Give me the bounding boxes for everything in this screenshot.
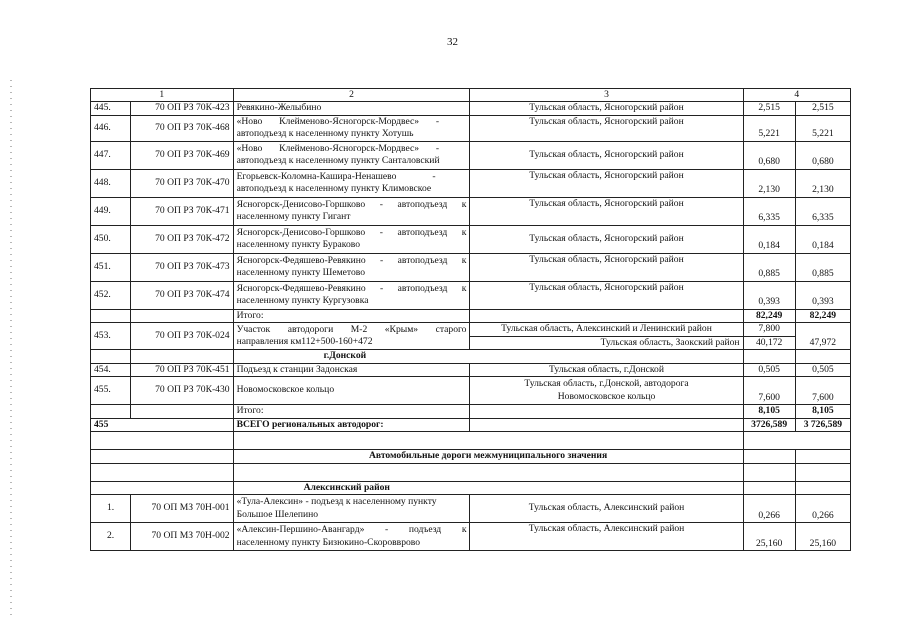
header-row: [91, 89, 851, 102]
page-number: 32: [447, 36, 458, 48]
subtotal-label: Итого:: [233, 309, 470, 323]
road-name: [233, 523, 470, 551]
road-total: 47,972: [795, 323, 850, 350]
road-name-line: автоподъезд к населенному пункту Хотушь: [236, 128, 414, 139]
row-number: 453.: [91, 323, 131, 350]
road-total: 0,184: [795, 225, 850, 253]
table-row: [91, 197, 851, 225]
road-length: 0,885: [743, 253, 795, 281]
road-length: 6,335: [743, 197, 795, 225]
table-row: [91, 225, 851, 253]
road-length: 0,266: [743, 495, 795, 523]
road-total: 2,515: [795, 102, 850, 116]
road-name-line: Егорьевск-Коломна-Кашира-Ненашево -: [236, 170, 436, 182]
road-region: [470, 377, 743, 405]
road-name: [233, 141, 470, 169]
grand-total-length: 3726,589: [743, 418, 795, 432]
row-number: 445.: [91, 102, 131, 116]
road-name-line: «Алексин-Першино-Авангард» - подъезд к: [236, 524, 467, 535]
road-total: 0,393: [795, 281, 850, 309]
road-code: 70 ОП РЗ 70К-469: [131, 141, 233, 169]
table-row: [91, 495, 851, 523]
subtotal-row: [91, 309, 851, 323]
road-code: 70 ОП РЗ 70К-472: [131, 225, 233, 253]
road-length: 7,600: [743, 377, 795, 405]
road-name-line: Ясногорск-Федяшево-Ревякино - автоподъезд к: [236, 254, 467, 266]
table-row: [91, 169, 851, 197]
road-name-line: «Ново Клейменово-Ясногорск-Мордвес» -: [236, 115, 440, 127]
grand-total-total: 3 726,589: [795, 418, 850, 432]
grand-total-label: ВСЕГО региональных автодорог:: [233, 418, 470, 432]
road-name: [233, 197, 470, 225]
road-code: 70 ОП РЗ 70К-470: [131, 169, 233, 197]
row-number: 448.: [91, 169, 131, 197]
road-name-line: Участок автодороги М-2 «Крым» старого: [236, 323, 467, 335]
table-row: [91, 141, 851, 169]
row-number: 451.: [91, 253, 131, 281]
road-name: Новомосковское кольцо: [233, 377, 470, 405]
road-total: 25,160: [795, 523, 850, 551]
road-code: 70 ОП РЗ 70К-451: [131, 363, 233, 377]
road-region: Тульская область, Ясногорский район: [470, 197, 743, 225]
road-name-line: автоподъезд к населенному пункту Климовское: [236, 183, 432, 194]
subtotal-length: 82,249: [743, 309, 795, 323]
road-region: Тульская область, Ясногорский район: [470, 225, 743, 253]
row-number: 447.: [91, 141, 131, 169]
road-name-line: населенному пункту Шеметово: [236, 267, 366, 278]
road-name-line: направления км112+500-160+472: [236, 336, 373, 347]
road-total: 0,680: [795, 141, 850, 169]
road-code: 70 ОП МЗ 70Н-001: [131, 495, 233, 523]
grand-total-count: 455: [91, 418, 234, 432]
road-length: 2,130: [743, 169, 795, 197]
row-number: 450.: [91, 225, 131, 253]
road-name-line: Ревякино-Желыбино: [236, 102, 322, 113]
section-row: [91, 350, 851, 364]
section-title: г.Донской: [233, 350, 743, 364]
row-number: 449.: [91, 197, 131, 225]
row-number: 2.: [91, 523, 131, 551]
road-region: Тульская область, Заокский район: [470, 336, 743, 350]
road-total: 0,505: [795, 363, 850, 377]
road-length: 2,515: [743, 102, 795, 116]
road-name-line: населенному пункту Бураково: [236, 239, 360, 250]
road-name-line: Ясногорск-Федяшево-Ревякино - автоподъезд к: [236, 282, 467, 294]
table-row: [91, 523, 851, 551]
road-total: 6,335: [795, 197, 850, 225]
road-total: 2,130: [795, 169, 850, 197]
road-total: 7,600: [795, 377, 850, 405]
road-name: [233, 102, 470, 116]
road-code: 70 ОП РЗ 70К-024: [131, 323, 233, 350]
road-name-line: населенному пункту Кургузовка: [236, 295, 369, 306]
road-name: [233, 495, 470, 523]
road-region: Тульская область, Алексинский район: [470, 523, 743, 551]
road-name-line: «Ново Клейменово-Ясногорск-Мордвес» -: [236, 142, 440, 154]
grand-total-row: [91, 418, 851, 432]
section-row: [91, 450, 851, 464]
header-col-4: 4: [743, 89, 850, 102]
header-col-2: 2: [233, 89, 470, 102]
road-region: Тульская область, Ясногорский район: [470, 102, 743, 116]
subtotal-total: 82,249: [795, 309, 850, 323]
table-row: [91, 281, 851, 309]
subtotal-row: [91, 405, 851, 419]
blank-row: [91, 463, 851, 481]
row-number: 454.: [91, 363, 131, 377]
road-region: Тульская область, Ясногорский район: [470, 253, 743, 281]
table-row: [91, 363, 851, 377]
road-code: 70 ОП РЗ 70К-430: [131, 377, 233, 405]
subtotal-label: Итого:: [233, 405, 470, 419]
subtotal-total: 8,105: [795, 405, 850, 419]
table-row: [91, 102, 851, 116]
blank-row: [91, 432, 851, 450]
road-region: Тульская область, Ясногорский район: [470, 115, 743, 141]
road-name: [233, 281, 470, 309]
road-name: Подъезд к станции Задонская: [233, 363, 470, 377]
road-length: 25,160: [743, 523, 795, 551]
table-row: [91, 115, 851, 141]
road-region: Тульская область, Ясногорский район: [470, 141, 743, 169]
row-number: 1.: [91, 495, 131, 523]
header-col-3: 3: [470, 89, 743, 102]
binding-margin-marks: [10, 80, 12, 620]
road-total: 0,885: [795, 253, 850, 281]
row-number: 455.: [91, 377, 131, 405]
road-region: Тульская область, г.Донской: [470, 363, 743, 377]
road-length: 40,172: [743, 336, 795, 350]
road-total: 5,221: [795, 115, 850, 141]
road-name-line: населенному пункту Гигант: [236, 211, 351, 222]
road-region-line: Тульская область, г.Донской, автодорога: [524, 378, 689, 389]
road-name-line: Большое Шелепино: [236, 508, 319, 520]
table-row: [91, 253, 851, 281]
road-total: 0,266: [795, 495, 850, 523]
road-length: 5,221: [743, 115, 795, 141]
road-code: 70 ОП РЗ 70К-423: [131, 102, 233, 116]
road-region: Тульская область, Ясногорский район: [470, 169, 743, 197]
road-name: [233, 253, 470, 281]
road-name: [233, 115, 470, 141]
road-name: [233, 169, 470, 197]
road-name: [233, 323, 470, 350]
header-col-1: 1: [91, 89, 234, 102]
road-code: 70 ОП РЗ 70К-474: [131, 281, 233, 309]
roads-table: [90, 88, 851, 551]
table-row: [91, 377, 851, 405]
road-code: 70 ОП РЗ 70К-471: [131, 197, 233, 225]
row-number: 446.: [91, 115, 131, 141]
road-length: 7,800: [743, 323, 795, 337]
row-number: 452.: [91, 281, 131, 309]
road-name-line: «Тула-Алексин» - подъезд к населенному пункту: [236, 496, 437, 507]
table-row: [91, 323, 851, 337]
road-length: 0,393: [743, 281, 795, 309]
road-length: 0,680: [743, 141, 795, 169]
road-region: Тульская область, Ясногорский район: [470, 281, 743, 309]
road-region: Тульская область, Алексинский район: [470, 495, 743, 523]
road-length: 0,505: [743, 363, 795, 377]
road-length: 0,184: [743, 225, 795, 253]
road-name: [233, 225, 470, 253]
section-row: [91, 481, 851, 495]
road-name-line: автоподъезд к населенному пункту Санталовский: [236, 155, 440, 166]
subtotal-length: 8,105: [743, 405, 795, 419]
road-region-line: Новомосковское кольцо: [557, 390, 656, 402]
road-name-line: населенному пункту Бизюкино-Скоровврово: [236, 536, 421, 548]
road-code: 70 ОП РЗ 70К-473: [131, 253, 233, 281]
road-code: 70 ОП МЗ 70Н-002: [131, 523, 233, 551]
section-title: Автомобильные дороги межмуниципального значения: [233, 450, 743, 464]
road-name-line: Ясногорск-Денисово-Горшково - автоподъезд к: [236, 226, 467, 238]
road-name-line: Ясногорск-Денисово-Горшково - автоподъезд к: [236, 198, 467, 210]
road-region: Тульская область, Алексинский и Ленинский район: [470, 323, 743, 337]
section-title: Алексинский район: [233, 481, 743, 495]
road-code: 70 ОП РЗ 70К-468: [131, 115, 233, 141]
